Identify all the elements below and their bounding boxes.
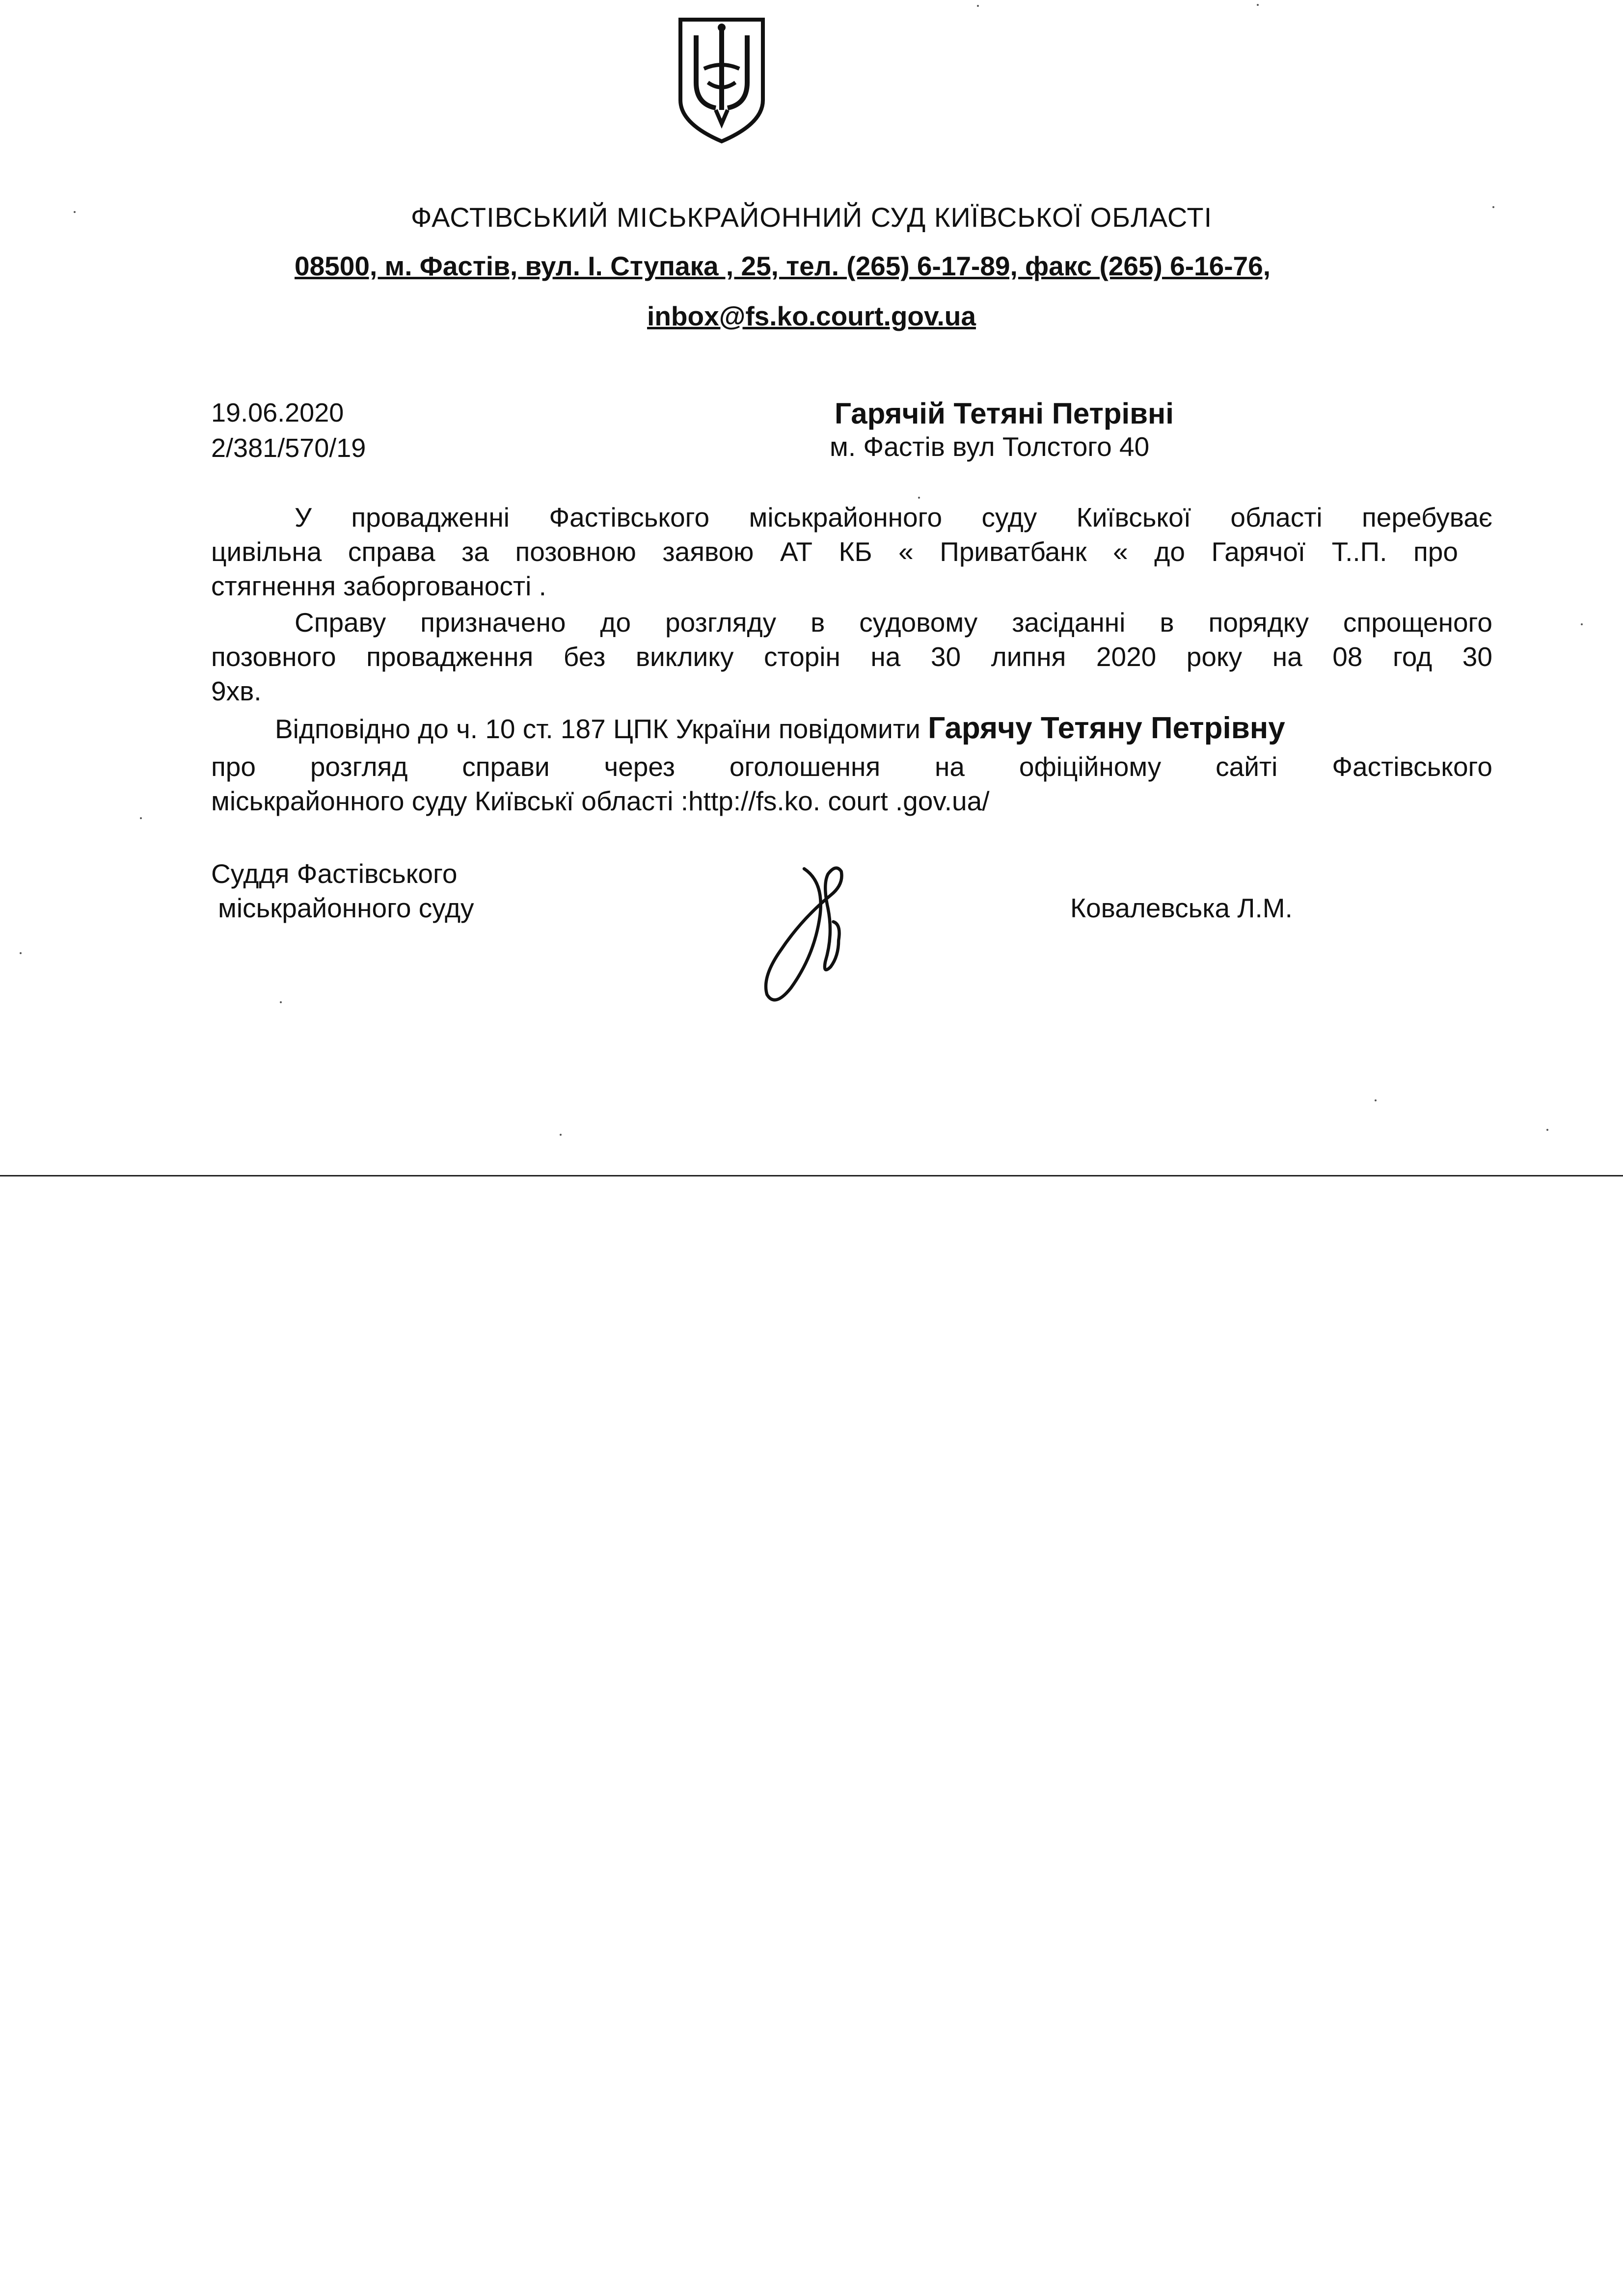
judge-title-line-1: Суддя Фастівського (211, 858, 458, 889)
paragraph-2-line-3: 9хв. (211, 676, 262, 706)
judge-name: Ковалевська Л.М. (1070, 893, 1293, 923)
paragraph-1-line-1: У провадженні Фастівського міськрайонного суду Київської області перебуває (295, 502, 1492, 533)
scan-speck (1492, 206, 1494, 208)
scan-speck (140, 817, 142, 819)
notified-person-name: Гарячу Тетяну Петрівну (928, 711, 1285, 745)
document-date: 19.06.2020 (211, 398, 344, 427)
scan-speck (1581, 623, 1583, 625)
handwritten-signature (751, 854, 884, 1016)
legal-basis-text: Відповідно до ч. 10 ст. 187 ЦПК України повідомити (275, 714, 920, 744)
recipient-address: м. Фастів вул Толстого 40 (830, 431, 1150, 462)
scan-speck (280, 1001, 282, 1003)
scan-speck (918, 497, 920, 499)
scan-speck (1257, 4, 1259, 6)
paragraph-3-line-1 (275, 711, 1492, 746)
page-separator-line (0, 1175, 1623, 1176)
scan-speck (1375, 1099, 1377, 1101)
paragraph-1-line-3: стягнення заборгованості . (211, 571, 546, 601)
court-address: 08500, м. Фастів, вул. І. Ступака , 25, тел. (265) 6-17-89, факс (265) 6-16-76, (295, 251, 1271, 281)
court-name: ФАСТІВСЬКИЙ МІСЬКРАЙОННИЙ СУД КИЇВСЬКОЇ ОБЛАСТІ (410, 202, 1213, 233)
scan-speck (560, 1134, 562, 1136)
court-email: inbox@fs.ko.court.gov.ua (647, 301, 976, 331)
paragraph-3-line-2: про розгляд справи через оголошення на офіційному сайті Фастівського (211, 751, 1492, 782)
scan-speck (1546, 1129, 1548, 1131)
scan-speck (977, 5, 979, 7)
paragraph-3-line-3: міськрайонного суду Київськї області :http://fs.ko. court .gov.ua/ (211, 786, 990, 816)
paragraph-2-line-1: Справу призначено до розгляду в судовому засіданні в порядку спрощеного (295, 607, 1492, 638)
recipient-name: Гарячій Тетяні Петрівні (835, 397, 1174, 430)
case-number: 2/381/570/19 (211, 433, 366, 463)
judge-title-line-2: міськрайонного суду (218, 893, 474, 923)
paragraph-2-line-2: позовного провадження без виклику сторін на 30 липня 2020 року на 08 год 30 (211, 641, 1492, 672)
paragraph-1-line-2: цивільна справа за позовною заявою АТ КБ « Приватбанк « до Гарячої Т..П. про (211, 536, 1458, 567)
scan-speck (20, 952, 22, 954)
coat-of-arms-icon (673, 14, 771, 146)
scan-speck (74, 211, 76, 213)
